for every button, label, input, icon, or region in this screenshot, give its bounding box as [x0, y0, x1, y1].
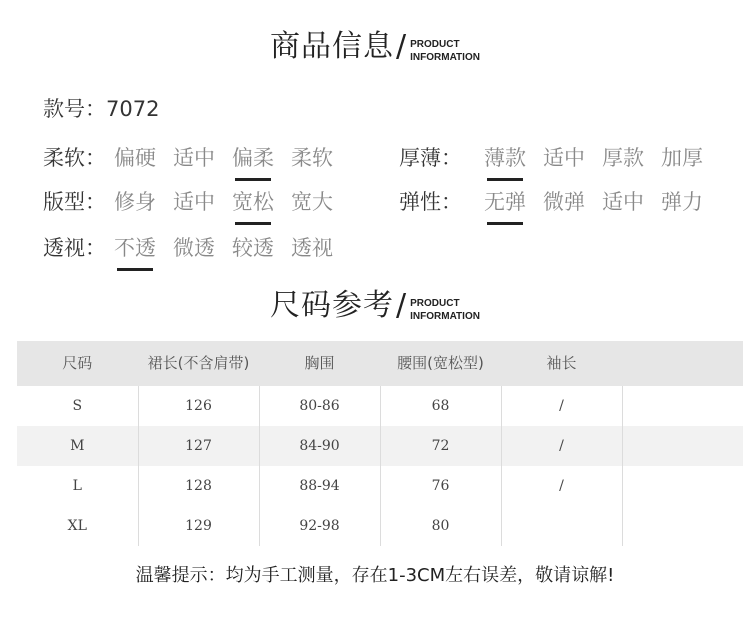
size-table — [17, 341, 743, 546]
selected-underline — [235, 222, 271, 225]
attr-label: 柔软： — [43, 146, 106, 170]
attr-option: 适中 — [173, 146, 215, 170]
table-cell: / — [501, 386, 622, 426]
attr-label: 透视： — [43, 236, 106, 260]
style-number — [43, 93, 159, 123]
attr-option: 薄款 — [483, 142, 527, 172]
table-cell: 76 — [380, 466, 501, 506]
size-reference-heading — [0, 287, 750, 323]
size-reference-title: 尺码参考 — [270, 288, 395, 323]
table-cell: 68 — [380, 386, 501, 426]
table-row — [17, 466, 743, 506]
attr-label: 厚薄： — [399, 146, 462, 170]
size-reference-subtitle — [410, 297, 480, 323]
table-cell: 80 — [380, 506, 501, 546]
table-cell: 129 — [138, 506, 259, 546]
table-cell: 92-98 — [259, 506, 380, 546]
subtitle-line-1: PRODUCT — [410, 39, 460, 50]
attr-option: 弹力 — [661, 190, 703, 214]
attr-softness — [43, 140, 334, 174]
attr-fit — [43, 184, 334, 218]
table-cell: XL — [17, 506, 138, 546]
attr-option: 微透 — [173, 236, 215, 260]
table-row — [17, 426, 743, 466]
table-cell — [622, 466, 743, 506]
table-cell: 80-86 — [259, 386, 380, 426]
attr-option: 厚款 — [602, 146, 644, 170]
attr-option: 较透 — [232, 236, 274, 260]
table-row — [17, 386, 743, 426]
column-header: 尺码 — [17, 341, 138, 386]
attr-option: 适中 — [173, 190, 215, 214]
table-cell — [622, 506, 743, 546]
style-number-label: 款号： — [43, 97, 106, 121]
table-cell: / — [501, 426, 622, 466]
selected-underline — [235, 178, 271, 181]
subtitle-line-2: INFORMATION — [410, 311, 480, 322]
selected-underline — [487, 178, 523, 181]
attr-option: 无弹 — [483, 186, 527, 216]
heading-slash: / — [396, 288, 407, 323]
attr-option: 修身 — [114, 190, 156, 214]
style-number-value: 7072 — [106, 97, 160, 121]
attr-option: 偏硬 — [114, 146, 156, 170]
attr-option: 柔软 — [291, 146, 333, 170]
table-cell: M — [17, 426, 138, 466]
column-header: 腰围(宽松型) — [380, 341, 501, 386]
selected-underline — [487, 222, 523, 225]
product-info-heading — [0, 28, 750, 64]
table-row — [17, 506, 743, 546]
attr-label: 弹性： — [399, 190, 462, 214]
attr-transparency — [43, 230, 334, 264]
selected-underline — [117, 268, 153, 271]
column-header: 裙长(不含肩带) — [138, 341, 259, 386]
table-cell: 128 — [138, 466, 259, 506]
table-cell — [622, 426, 743, 466]
column-header: 袖长 — [501, 341, 622, 386]
attr-option: 宽松 — [231, 186, 275, 216]
attr-label: 版型： — [43, 190, 106, 214]
table-cell: / — [501, 466, 622, 506]
column-header: 胸围 — [259, 341, 380, 386]
table-cell: 84-90 — [259, 426, 380, 466]
product-info-title: 商品信息 — [270, 29, 395, 64]
attr-option: 微弹 — [543, 190, 585, 214]
table-cell: L — [17, 466, 138, 506]
heading-slash: / — [396, 29, 407, 64]
attr-elasticity — [399, 184, 704, 218]
attr-option: 适中 — [543, 146, 585, 170]
attr-option: 透视 — [291, 236, 333, 260]
subtitle-line-1: PRODUCT — [410, 298, 460, 309]
attr-option: 宽大 — [291, 190, 333, 214]
table-cell: 126 — [138, 386, 259, 426]
table-cell — [622, 386, 743, 426]
table-cell: S — [17, 386, 138, 426]
column-header — [622, 341, 743, 386]
table-cell — [501, 506, 622, 546]
table-cell: 127 — [138, 426, 259, 466]
subtitle-line-2: INFORMATION — [410, 52, 480, 63]
table-header-row — [17, 341, 743, 386]
attr-option: 偏柔 — [231, 142, 275, 172]
table-cell: 88-94 — [259, 466, 380, 506]
attr-thickness — [399, 140, 704, 174]
product-info-subtitle — [410, 38, 480, 64]
attr-option: 适中 — [602, 190, 644, 214]
attr-option: 加厚 — [661, 146, 703, 170]
attr-option: 不透 — [113, 232, 157, 262]
table-cell: 72 — [380, 426, 501, 466]
measurement-note: 温馨提示：均为手工测量，存在1-3CM左右误差，敬请谅解! — [135, 565, 615, 586]
